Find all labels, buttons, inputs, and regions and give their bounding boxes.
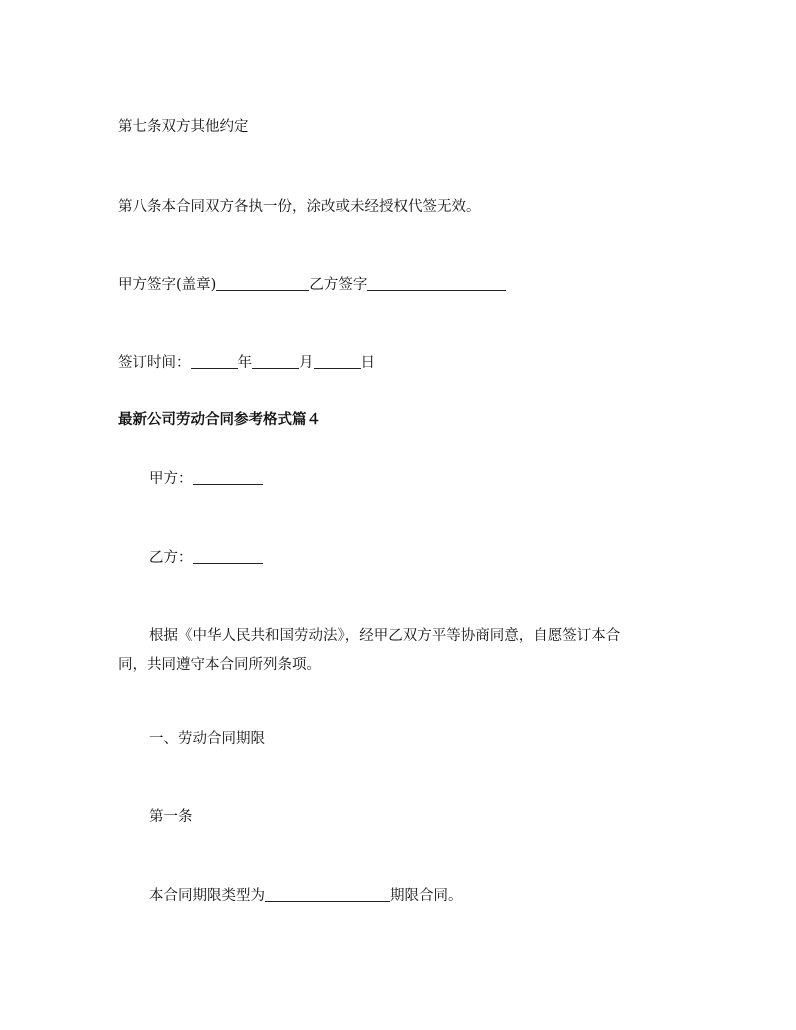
intro-line-1: 根据《中华人民共和国劳动法》，经甲乙双方平等协商同意，自愿签订本合 [149,628,621,644]
term-type-suffix: 期限合同。 [390,888,463,904]
party-a-blank[interactable] [193,470,263,485]
term-type-blank[interactable] [265,887,390,902]
party-a-label: 甲方： [149,471,193,487]
year-label: 年 [237,355,252,371]
term-type-prefix: 本合同期限类型为 [149,888,265,904]
article-7: 第七条双方其他约定 [118,119,249,135]
sign-date-label: 签订时间： [118,355,191,371]
party-a-line [149,469,263,489]
party-a-signature-label: 甲方签字(盖章) [118,277,217,293]
sign-year-blank[interactable] [191,354,238,369]
intro-paragraph [118,622,666,680]
intro-line-2: 同，共同遵守本合同所列条项。 [118,657,321,673]
party-b-signature-blank[interactable] [367,276,506,291]
section-title: 最新公司劳动合同参考格式篇４ [118,411,321,428]
article-8: 第八条本合同双方各执一份，涂改或未经授权代签无效。 [118,199,481,215]
signature-line [118,275,506,295]
sign-month-blank[interactable] [252,354,299,369]
day-label: 日 [360,355,375,371]
sign-day-blank[interactable] [314,354,361,369]
party-a-signature-blank[interactable] [216,276,309,291]
article-1: 第一条 [149,809,193,825]
month-label: 月 [299,355,314,371]
party-b-signature-label: 乙方签字 [309,277,368,293]
sign-date-line [118,353,375,373]
heading-term: 一、劳动合同期限 [149,731,265,747]
term-type-line [149,886,463,906]
party-b-line [149,548,263,568]
party-b-blank[interactable] [193,549,263,564]
party-b-label: 乙方： [149,550,193,566]
